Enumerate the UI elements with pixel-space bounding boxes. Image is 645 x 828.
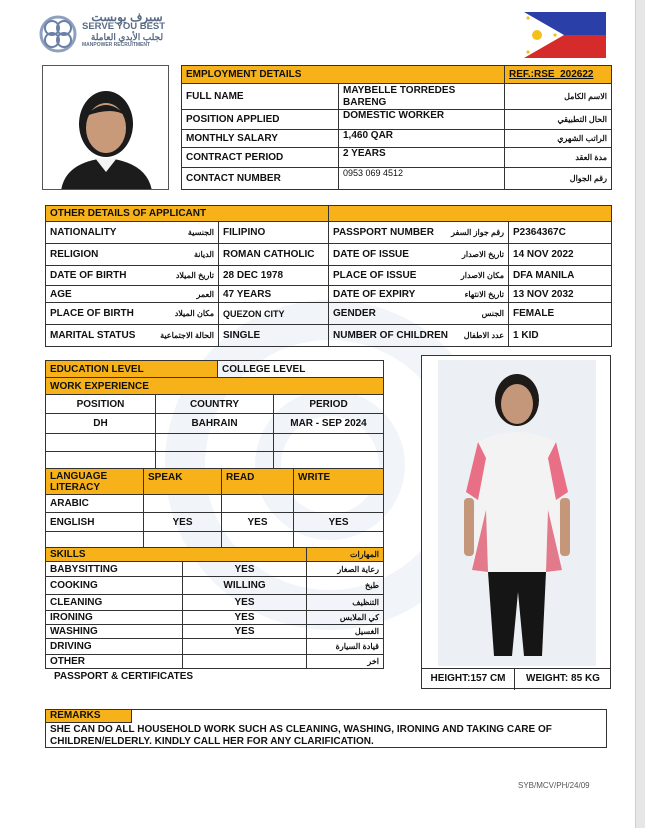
skill-washing: WASHING: [46, 625, 183, 639]
skill-babysitting-arabic: رعاية الصغار: [307, 562, 384, 577]
work-col-country: COUNTRY: [156, 395, 274, 414]
skill-cooking-arabic: طبخ: [307, 577, 384, 595]
english-write: YES: [294, 513, 384, 532]
skill-other: OTHER: [46, 655, 183, 669]
arabic-write: [294, 495, 384, 513]
skill-ironing-value: YES: [183, 611, 307, 625]
skill-cleaning-value: YES: [183, 595, 307, 611]
language-english: ENGLISH: [46, 513, 144, 532]
language-empty: [144, 532, 222, 548]
arabic-speak: [144, 495, 222, 513]
skill-driving-value: [183, 639, 307, 655]
logo-tagline-arabic: لجلب الأيدي العاملة: [90, 32, 164, 42]
work-row-country: BAHRAIN: [156, 414, 274, 434]
religion-value: ROMAN CATHOLIC: [219, 244, 329, 266]
work-row-empty: [274, 452, 384, 470]
education-work-table: [45, 360, 384, 470]
arabic-read: [222, 495, 294, 513]
passport-certificates-label: PASSPORT & CERTIFICATES: [54, 671, 194, 682]
work-row-empty: [274, 434, 384, 452]
education-level-value: COLLEGE LEVEL: [218, 361, 384, 378]
remarks-text: SHE CAN DO ALL HOUSEHOLD WORK SUCH AS CLEANING, WASHING, IRONING AND TAKING CARE OF CHILDREN/ELDERLY. KINDLY CALL HER FOR ANY CLARIFICATION.: [50, 724, 552, 747]
skills-header: SKILLS: [46, 548, 307, 562]
full-name-arabic: الاسم الكامل: [505, 84, 612, 110]
work-row-empty: [156, 452, 274, 470]
gender-label: GENDER الجنس: [329, 303, 509, 325]
full-body-photo: [438, 360, 596, 666]
full-name-label: FULL NAME: [182, 84, 339, 110]
skill-washing-arabic: الغسيل: [307, 625, 384, 639]
english-read: YES: [222, 513, 294, 532]
skill-cooking: COOKING: [46, 577, 183, 595]
date-of-birth-label: DATE OF BIRTH تاريخ الميلاد: [46, 266, 219, 286]
company-logo: [38, 12, 168, 58]
reference-number: REF.:RSE_202622: [505, 66, 612, 84]
religion-label: RELIGION الديانة: [46, 244, 219, 266]
passport-number-value: P2364367C: [509, 222, 612, 244]
other-details-header: OTHER DETAILS OF APPLICANT: [46, 206, 329, 222]
work-row-empty: [46, 434, 156, 452]
language-col-speak: SPEAK: [144, 469, 222, 495]
skill-cooking-value: WILLING: [183, 577, 307, 595]
skill-ironing: IRONING: [46, 611, 183, 625]
full-name-value: MAYBELLE TORREDES BARENG: [339, 84, 505, 110]
work-experience-header: WORK EXPERIENCE: [46, 378, 384, 395]
logo-icon: [38, 14, 78, 54]
language-table: [45, 468, 384, 548]
place-of-birth-label: PLACE OF BIRTH مكان الميلاد: [46, 303, 219, 325]
date-of-issue-value: 14 NOV 2022: [509, 244, 612, 266]
skill-babysitting: BABYSITTING: [46, 562, 183, 577]
language-literacy-header: LANGUAGE LITERACY: [46, 469, 144, 495]
place-of-birth-value: QUEZON CITY: [219, 303, 329, 325]
contract-period-value: 2 YEARS: [339, 148, 505, 168]
skill-driving: DRIVING: [46, 639, 183, 655]
language-col-read: READ: [222, 469, 294, 495]
position-applied-value: DOMESTIC WORKER: [339, 110, 505, 130]
number-of-children-label: NUMBER OF CHILDREN عدد الاطفال: [329, 325, 509, 347]
contact-number-value: 0953 069 4512: [339, 168, 505, 190]
employment-details-header: EMPLOYMENT DETAILS: [182, 66, 505, 84]
skill-other-arabic: اخر: [307, 655, 384, 669]
education-level-label: EDUCATION LEVEL: [46, 361, 218, 378]
full-body-photo-frame: [421, 355, 611, 689]
skill-babysitting-value: YES: [183, 562, 307, 577]
place-of-issue-label: PLACE OF ISSUE مكان الاصدار: [329, 266, 509, 286]
marital-status-value: SINGLE: [219, 325, 329, 347]
logo-name: SERVE YOU BEST: [82, 21, 166, 32]
work-col-position: POSITION: [46, 395, 156, 414]
document-code: SYB/MCV/PH/24/09: [518, 781, 590, 790]
remarks-box: [45, 709, 607, 748]
skills-header-arabic: المهارات: [307, 548, 384, 562]
work-row-empty: [46, 452, 156, 470]
nationality-value: FILIPINO: [219, 222, 329, 244]
weight-label: WEIGHT: 85 KG: [515, 668, 611, 690]
language-empty: [222, 532, 294, 548]
language-arabic: ARABIC: [46, 495, 144, 513]
english-speak: YES: [144, 513, 222, 532]
skill-other-value: [183, 655, 307, 669]
monthly-salary-label: MONTHLY SALARY: [182, 130, 339, 148]
contract-period-label: CONTRACT PERIOD: [182, 148, 339, 168]
skill-ironing-arabic: كي الملابس: [307, 611, 384, 625]
language-empty: [294, 532, 384, 548]
work-row-period: MAR - SEP 2024: [274, 414, 384, 434]
nationality-label: NATIONALITY الجنسية: [46, 222, 219, 244]
skill-cleaning: CLEANING: [46, 595, 183, 611]
other-details-table: [45, 205, 612, 347]
language-empty: [46, 532, 144, 548]
date-of-birth-value: 28 DEC 1978: [219, 266, 329, 286]
monthly-salary-arabic: الراتب الشهري: [505, 130, 612, 148]
contact-number-label: CONTACT NUMBER: [182, 168, 339, 190]
date-of-expiry-label: DATE OF EXPIRY تاريخ الانتهاء: [329, 286, 509, 303]
age-value: 47 YEARS: [219, 286, 329, 303]
skill-washing-value: YES: [183, 625, 307, 639]
skill-cleaning-arabic: التنظيف: [307, 595, 384, 611]
position-applied-label: POSITION APPLIED: [182, 110, 339, 130]
work-row-empty: [156, 434, 274, 452]
skills-table: [45, 547, 384, 669]
contract-period-arabic: مدة العقد: [505, 148, 612, 168]
skill-driving-arabic: قيادة السيارة: [307, 639, 384, 655]
work-col-period: PERIOD: [274, 395, 384, 414]
language-col-write: WRITE: [294, 469, 384, 495]
date-of-issue-label: DATE OF ISSUE تاريخ الاصدار: [329, 244, 509, 266]
other-details-header-right: [329, 206, 612, 222]
position-applied-arabic: الحال التطبيقي: [505, 110, 612, 130]
gender-value: FEMALE: [509, 303, 612, 325]
age-label: AGE العمر: [46, 286, 219, 303]
logo-arabic: سيرف يوبست: [91, 10, 163, 24]
number-of-children-value: 1 KID: [509, 325, 612, 347]
monthly-salary-value: 1,460 QAR: [339, 130, 505, 148]
philippine-flag-icon: [524, 12, 606, 58]
passport-number-label: PASSPORT NUMBER رقم جواز السفر: [329, 222, 509, 244]
employment-details-table: [181, 65, 612, 190]
contact-number-arabic: رقم الجوال: [505, 168, 612, 190]
height-label: HEIGHT:157 CM: [422, 668, 515, 690]
remarks-header: REMARKS: [46, 710, 132, 723]
place-of-issue-value: DFA MANILA: [509, 266, 612, 286]
work-row-position: DH: [46, 414, 156, 434]
logo-sub: MANPOWER RECRUITMENT: [82, 42, 151, 48]
portrait-photo: [42, 65, 169, 190]
date-of-expiry-value: 13 NOV 2032: [509, 286, 612, 303]
marital-status-label: MARITAL STATUS الحالة الاجتماعية: [46, 325, 219, 347]
